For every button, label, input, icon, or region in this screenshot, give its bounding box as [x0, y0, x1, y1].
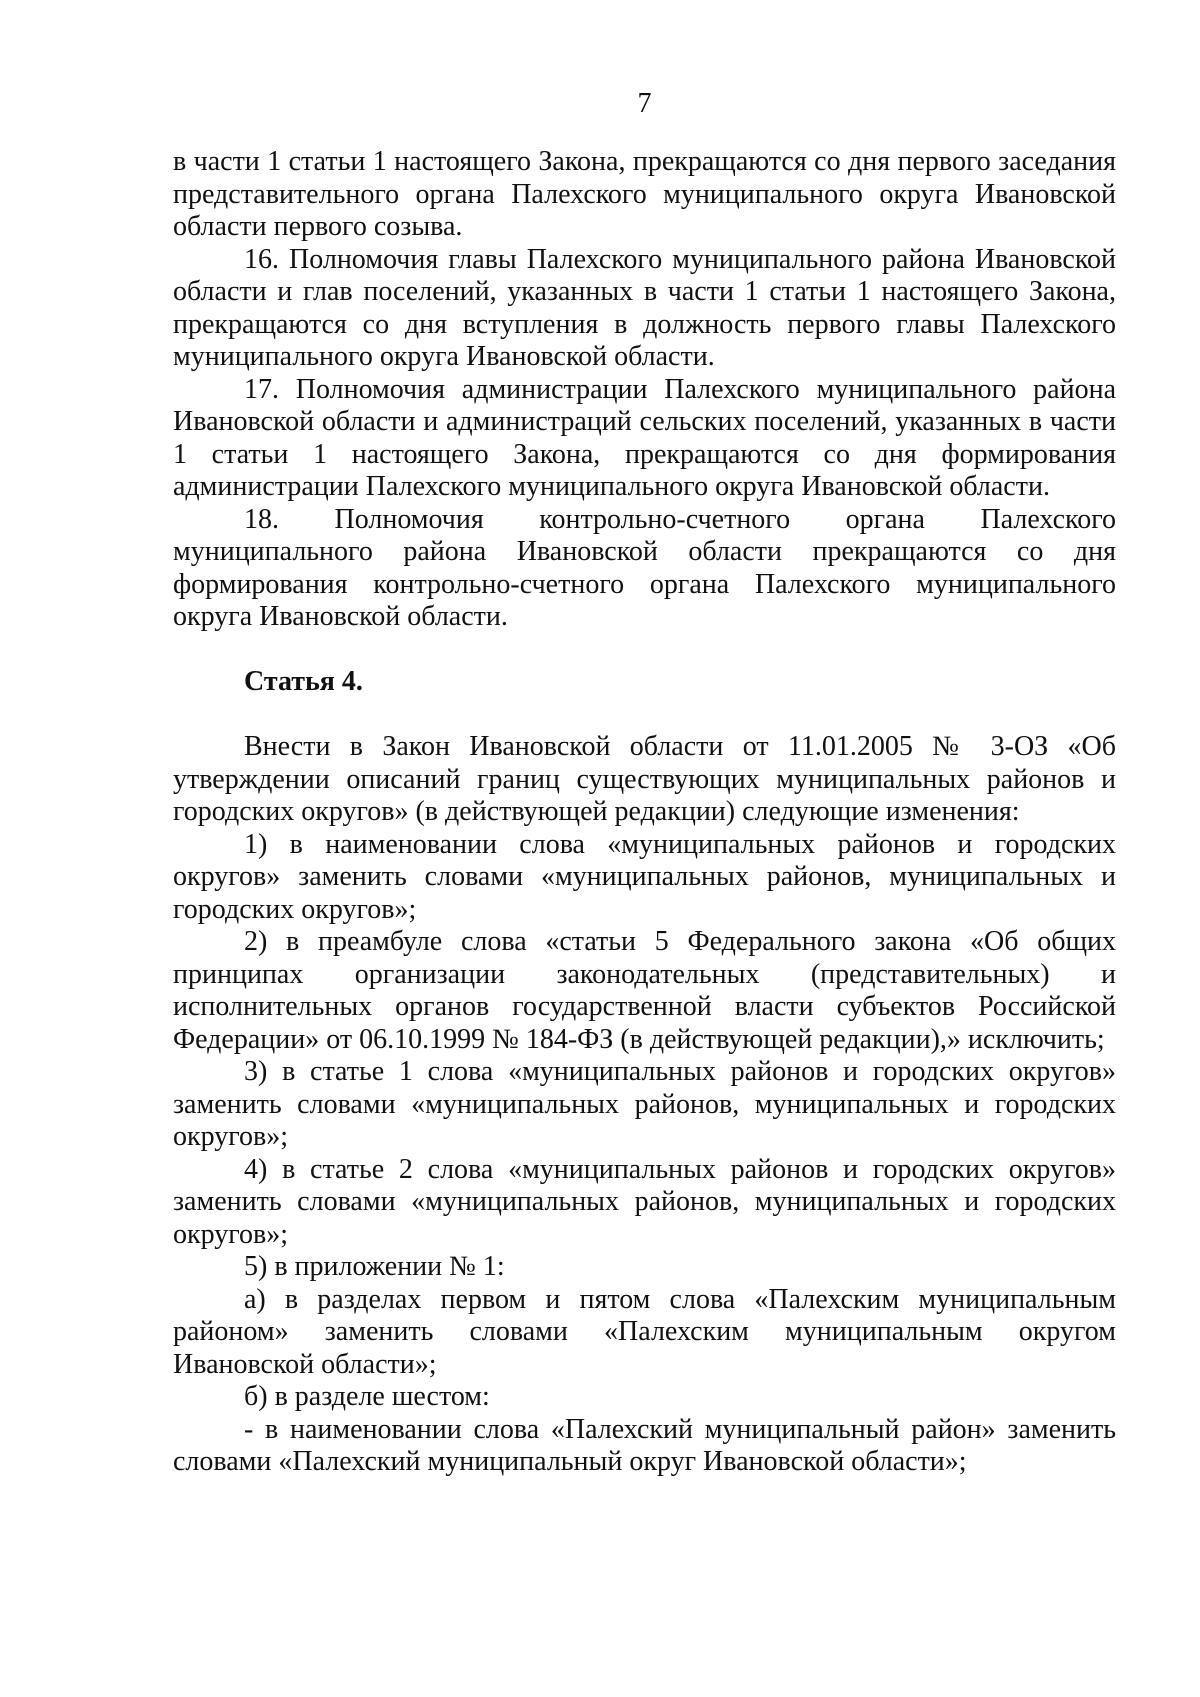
document-body	[173, 146, 1116, 1479]
paragraph-continuation: в части 1 статьи 1 настоящего Закона, прекращаются со дня первого заседания представительного органа Палехского муниципального округа Ивановской области первого созыва.	[173, 146, 1116, 242]
amendment-item-2: 2) в преамбуле слова «статьи 5 Федерального закона «Об общих принципах организации законодательных (представительных) и исполнительных органов государственной власти субъектов Российской Федерации» от 06.10.1999 № 184-ФЗ (в действующей редакции),» исключить;	[173, 926, 1116, 1055]
amendment-item-5b: б) в разделе шестом:	[244, 1381, 490, 1412]
spacer	[173, 634, 1116, 667]
page-number: 7	[637, 88, 652, 119]
amendment-item-3: 3) в статье 1 слова «муниципальных районов и городских округов» заменить словами «муниципальных районов, муниципальных и городских округов»;	[173, 1056, 1116, 1152]
amendment-item-5b-dash: - в наименовании слова «Палехский муниципальный район» заменить словами «Палехский муниципальный округ Ивановской области»;	[173, 1413, 1116, 1477]
article-intro: Внести в Закон Ивановской области от 11.01.2005 № 3-ОЗ «Об утверждении описаний границ существующих муниципальных районов и городских округов» (в действующей редакции) следующие изменения:	[173, 731, 1116, 827]
amendment-item-1: 1) в наименовании слова «муниципальных районов и городских округов» заменить словами «муниципальных районов, муниципальных и городских округов»;	[173, 828, 1116, 925]
paragraph-18: 18. Полномочия контрольно-счетного органа Палехского муниципального района Ивановской области прекращаются со дня формирования контрольно-счетного органа Палехского муниципального округа Ивановской области.	[173, 503, 1116, 632]
spacer	[173, 699, 1116, 732]
article-heading: Статья 4.	[244, 666, 363, 697]
amendment-item-5a: а) в разделах первом и пятом слова «Палехским муниципальным районом» заменить словами «Палехским муниципальным округом Ивановской области»;	[173, 1283, 1116, 1380]
paragraph-16: 16. Полномочия главы Палехского муниципального района Ивановской области и глав поселений, указанных в части 1 статьи 1 настоящего Закона, прекращаются со дня вступления в должность первого главы Палехского муниципального округа Ивановской области.	[173, 243, 1116, 372]
amendment-item-5: 5) в приложении № 1:	[244, 1251, 505, 1282]
paragraph-17: 17. Полномочия администрации Палехского муниципального района Ивановской области и администраций сельских поселений, указанных в части 1 статьи 1 настоящего Закона, прекращаются со дня формирования администрации Палехского муниципального округа Ивановской области.	[173, 373, 1116, 502]
amendment-item-4: 4) в статье 2 слова «муниципальных районов и городских округов» заменить словами «муниципальных районов, муниципальных и городских округов»;	[173, 1153, 1116, 1250]
